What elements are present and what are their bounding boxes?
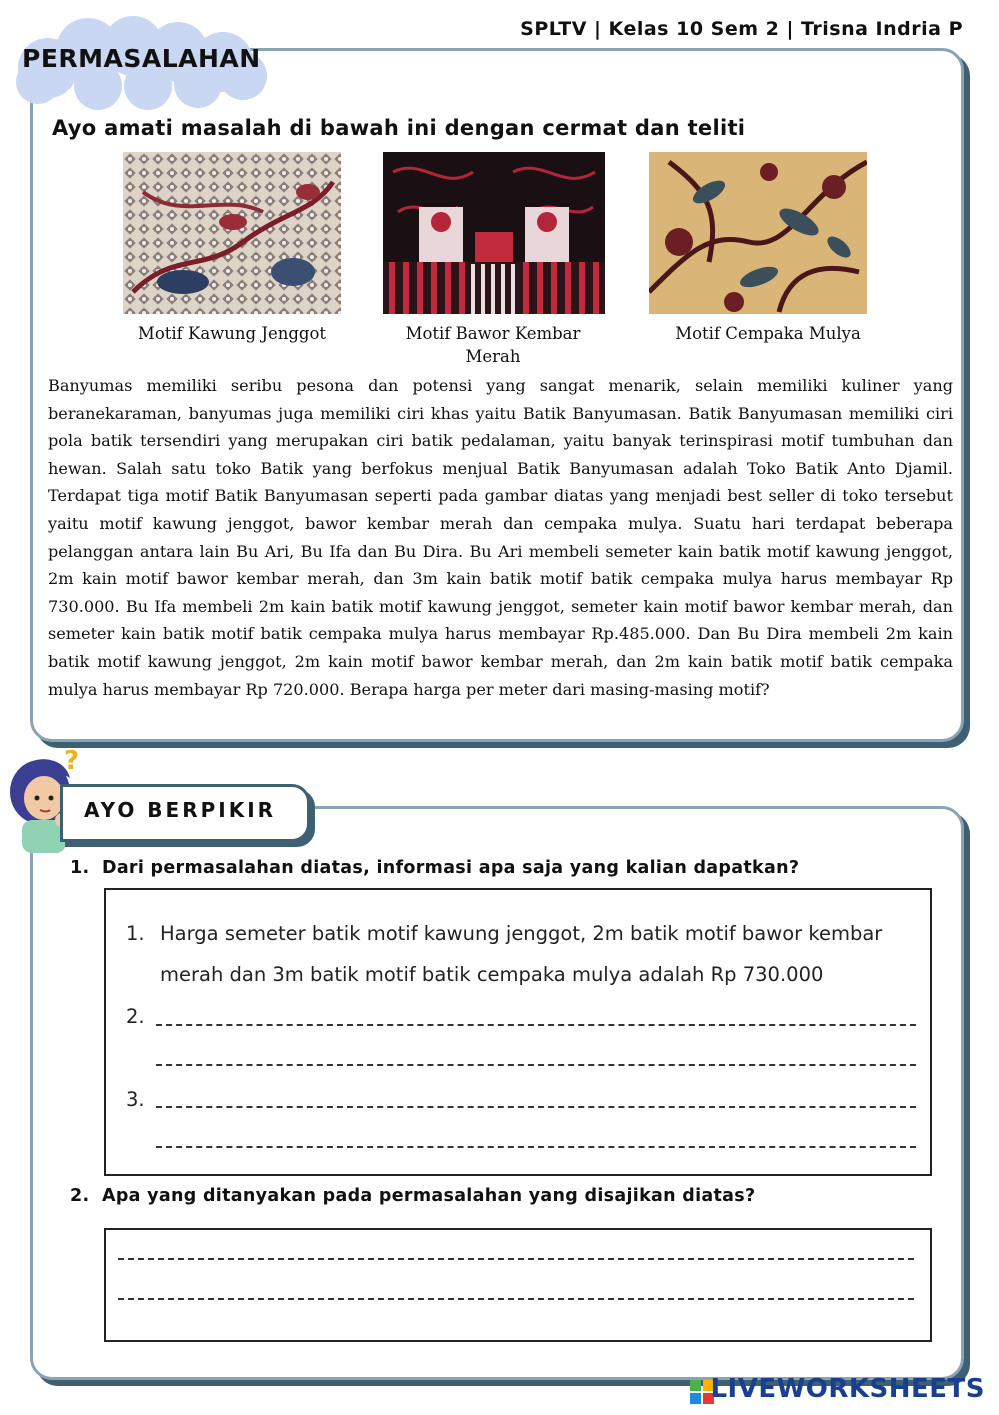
answer-3-number: 3.: [126, 1088, 145, 1111]
caption-bawor-kembar-merah: Motif Bawor Kembar Merah: [405, 324, 581, 366]
answer-1-line-1: Harga semeter batik motif kawung jenggot, 2m batik motif bawor kembar: [160, 922, 883, 945]
caption-cempaka-mulya: Motif Cempaka Mulya: [675, 324, 861, 343]
section-title-permasalahan: PERMASALAHAN: [22, 44, 261, 73]
answer-1-line-2: merah dan 3m batik motif batik cempaka mulya adalah Rp 730.000: [160, 963, 824, 986]
answer-2-line-2[interactable]: [156, 1064, 916, 1066]
instruction-subtitle: Ayo amati masalah di bawah ini dengan cermat dan teliti: [52, 116, 746, 140]
section-title-ayo-berpikir: AYO BERPIKIR: [84, 798, 277, 822]
question-1-number: 1.: [70, 858, 90, 878]
answer-2-line-1[interactable]: [156, 1024, 916, 1026]
page-header: SPLTV | Kelas 10 Sem 2 | Trisna Indria P: [520, 18, 963, 40]
question-2: [70, 1186, 755, 1206]
batik-kawung-jenggot-image: [123, 152, 341, 314]
caption-kawung-jenggot: Motif Kawung Jenggot: [137, 324, 327, 343]
answer-1-number: 1.: [126, 922, 145, 945]
problem-story-text: Banyumas memiliki seribu pesona dan potensi yang sangat menarik, selain memiliki kuliner yang beranekaraman, banyumas juga memiliki ciri khas yaitu Batik Banyumasan. Batik Banyumasan memiliki ciri pola batik tersendiri yang merupakan ciri batik pedalaman, yaitu banyak terinspirasi motif tumbuhan dan hewan. Salah satu toko Batik yang berfokus menjual Batik Banyumasan adalah Toko Batik Anto Djamil. Terdapat tiga motif Batik Banyumasan seperti pada gambar diatas yang menjadi best seller di toko tersebut yaitu motif kawung jenggot, bawor kembar merah dan cempaka mulya. Suatu hari terdapat beberapa pelanggan antara lain Bu Ari, Bu Ifa dan Bu Dira. Bu Ari membeli semeter kain batik motif kawung jenggot, 2m kain motif bawor kembar merah, dan 3m kain batik motif batik cempaka mulya harus membayar Rp 730.000. Bu Ifa membeli 2m kain batik motif kawung jenggot, semeter kain motif bawor kembar merah, dan semeter kain batik motif batik cempaka mulya harus membayar Rp.485.000. Dan Bu Dira membeli 2m kain batik motif kawung jenggot, 2m kain motif bawor kembar merah, dan 2m kain batik motif batik cempaka mulya harus membayar Rp 720.000. Berapa harga per meter dari masing-masing motif?: [48, 376, 953, 699]
answer-3-line-2[interactable]: [156, 1146, 916, 1148]
question-2-number: 2.: [70, 1186, 90, 1206]
answer-3-line-1[interactable]: [156, 1106, 916, 1108]
question-1: [70, 858, 799, 878]
question-mark-icon: ?: [64, 746, 80, 776]
answer-2-number: 2.: [126, 1005, 145, 1028]
question-2-text: Apa yang ditanyakan pada permasalahan yang disajikan diatas?: [102, 1186, 756, 1206]
answer-box-2[interactable]: [104, 1228, 932, 1342]
batik-cempaka-mulya-image: [649, 152, 867, 314]
question-1-text: Dari permasalahan diatas, informasi apa saja yang kalian dapatkan?: [102, 858, 800, 878]
liveworksheets-brand[interactable]: LIVEWORKSHEETS: [710, 1374, 985, 1404]
batik-bawor-kembar-merah-image: [383, 152, 605, 314]
question-2-answer-line-2[interactable]: [118, 1298, 914, 1300]
question-2-answer-line-1[interactable]: [118, 1258, 914, 1260]
